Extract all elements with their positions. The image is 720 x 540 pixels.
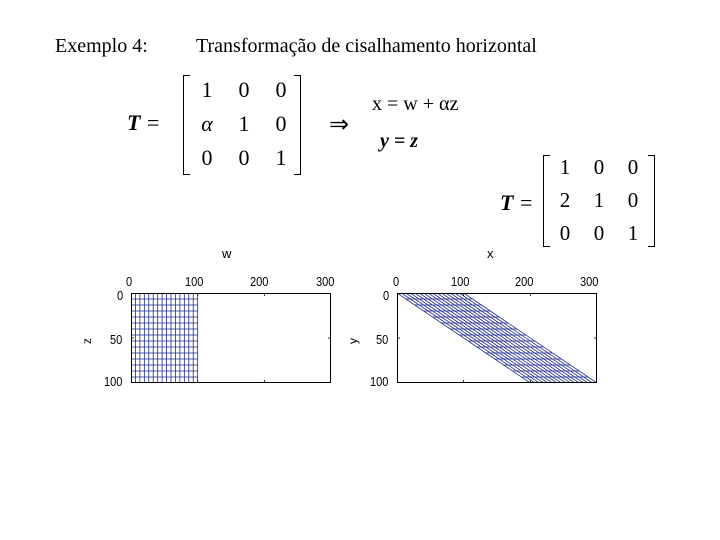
- grid-line-vertical: [401, 293, 534, 383]
- grid-line-vertical: [424, 293, 557, 383]
- grid-line-vertical: [406, 293, 539, 383]
- grid-line-vertical: [397, 293, 530, 383]
- matrix-cell: 1: [275, 145, 287, 170]
- plot-right-ytick: 100: [370, 374, 389, 389]
- plot-left-xtick: 100: [185, 274, 204, 289]
- matrix-cell: 1: [201, 77, 213, 102]
- grid-line-vertical: [446, 293, 579, 383]
- matrix-cell: 1: [559, 155, 571, 179]
- matrix-name-symbolic: T: [127, 110, 141, 135]
- implies-arrow-icon: ⇒: [329, 112, 350, 138]
- matrix-cell: 0: [627, 155, 639, 179]
- equation-y: y = z: [380, 130, 419, 152]
- page-title: Transformação de cisalhamento horizontal: [196, 35, 537, 57]
- matrix-cell: 2: [559, 188, 571, 212]
- plot-right-ylabel: y: [346, 338, 360, 344]
- matrix-cell: 1: [627, 221, 639, 245]
- grid-line-vertical: [410, 293, 543, 383]
- matrix-cell: 0: [275, 111, 287, 136]
- grid-line-vertical: [437, 293, 570, 383]
- equation-x: x = w + αz: [372, 93, 459, 115]
- right-bracket: [648, 155, 655, 247]
- matrix-cell: 0: [559, 221, 571, 245]
- grid-line-vertical: [441, 293, 574, 383]
- left-bracket: [183, 75, 190, 175]
- matrix-cell: 0: [593, 155, 605, 179]
- plot-left-axes: [131, 293, 331, 383]
- plot-left-ylabel: z: [80, 338, 94, 344]
- plot-frame: [132, 294, 331, 383]
- grid-group: [397, 293, 597, 383]
- grid-group: [131, 293, 198, 383]
- plot-right-xtick: 0: [393, 274, 400, 289]
- matrix-cell: 0: [238, 77, 250, 102]
- numeric-matrix: [543, 155, 655, 247]
- plot-left-ytick: 50: [110, 332, 123, 347]
- grid-line-vertical: [415, 293, 548, 383]
- matrix-cell: 1: [593, 188, 605, 212]
- plot-right-xtick: 300: [580, 274, 599, 289]
- matrix-cell: 0: [201, 145, 213, 170]
- plot-left-xtick: 0: [126, 274, 133, 289]
- equals-sign-numeric: =: [520, 190, 533, 215]
- plot-right-xtick: 100: [451, 274, 470, 289]
- plot-left-title: w: [222, 246, 232, 261]
- matrix-name-numeric: T: [500, 190, 514, 215]
- plot-right-title: x: [487, 246, 494, 261]
- left-bracket: [543, 155, 550, 247]
- matrix-cell: 0: [593, 221, 605, 245]
- matrix-cell: 0: [275, 77, 287, 102]
- matrix-cell: 0: [627, 188, 639, 212]
- grid-line-vertical: [428, 293, 561, 383]
- plot-right-ytick: 0: [383, 288, 390, 303]
- example-label: Exemplo 4:: [55, 35, 148, 57]
- plot-left-xtick: 200: [250, 274, 269, 289]
- plot-right-xtick: 200: [515, 274, 534, 289]
- grid-line-vertical: [450, 293, 583, 383]
- matrix-cell: 0: [238, 145, 250, 170]
- plot-left-xtick: 300: [316, 274, 335, 289]
- grid-line-vertical: [419, 293, 552, 383]
- symbolic-matrix: [183, 75, 301, 175]
- equals-sign-symbolic: =: [147, 110, 160, 135]
- plot-left-ytick: 0: [117, 288, 124, 303]
- right-bracket: [294, 75, 301, 175]
- grid-line-vertical: [464, 293, 597, 383]
- grid-line-vertical: [455, 293, 588, 383]
- grid-line-vertical: [433, 293, 566, 383]
- plot-right-ytick: 50: [376, 332, 389, 347]
- plot-frame: [398, 294, 597, 383]
- plot-right-axes: [397, 293, 597, 383]
- matrix-cell: 1: [238, 111, 250, 136]
- grid-line-vertical: [459, 293, 592, 383]
- plot-left-ytick: 100: [104, 374, 123, 389]
- matrix-cell: α: [201, 111, 213, 136]
